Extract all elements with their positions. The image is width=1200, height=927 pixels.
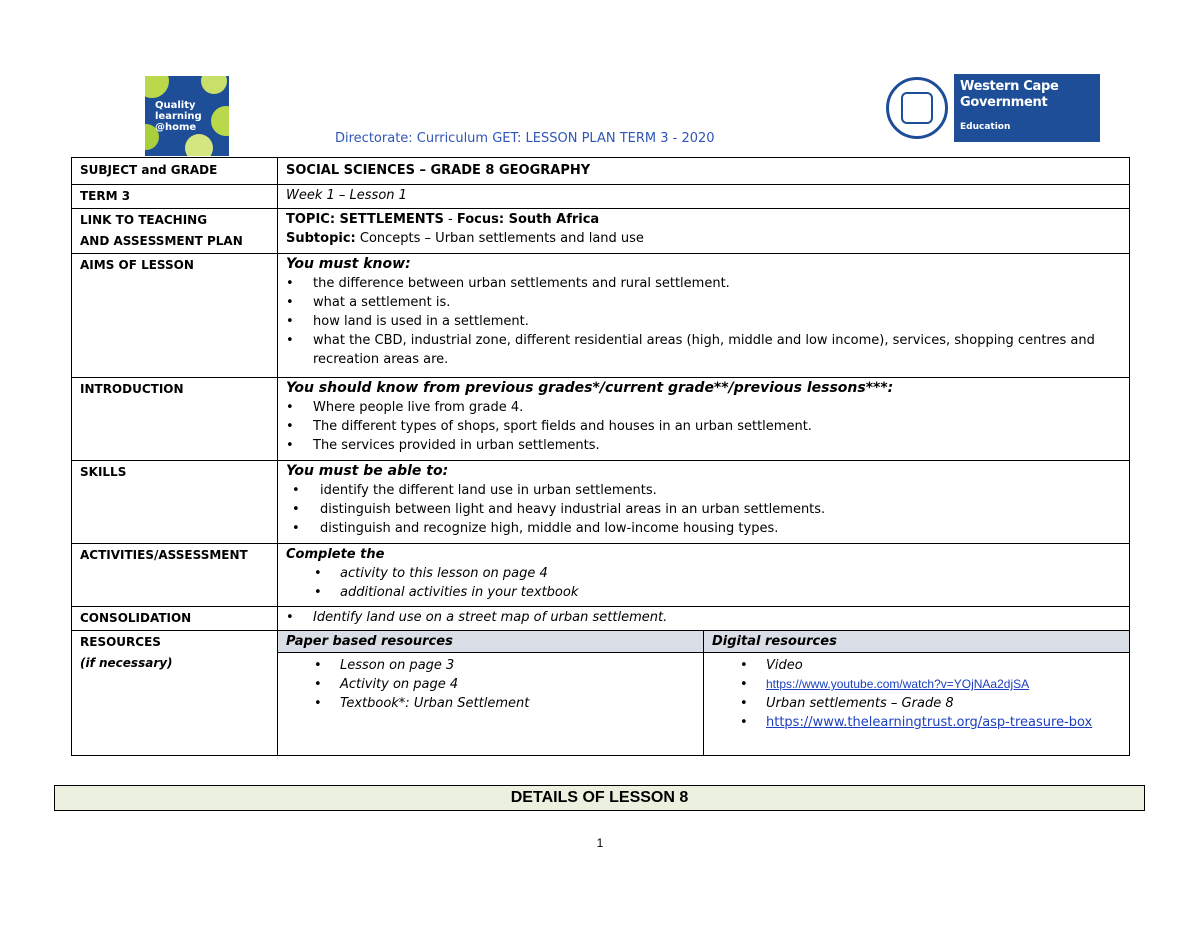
table-row: [72, 158, 1130, 185]
western-cape-crest-icon: [886, 77, 948, 139]
list-item: • Video: [712, 656, 1121, 675]
logo-line-1: Western Cape: [960, 79, 1059, 94]
activities-heading: Complete the: [286, 547, 385, 562]
list-item: • activity to this lesson on page 4: [286, 564, 1121, 583]
lesson-plan-table: [71, 157, 1130, 756]
consolidation-value: [278, 607, 1130, 631]
row-label: SKILLS: [72, 461, 278, 544]
digital-resources-list: [704, 653, 1130, 756]
paper-resources-heading: Paper based resources: [278, 631, 704, 653]
list-item: • Identify land use on a street map of urban settlement.: [286, 608, 1121, 627]
skills-value: [278, 461, 1130, 544]
row-label: CONSOLIDATION: [72, 607, 278, 631]
subject-value: SOCIAL SCIENCES – GRADE 8 GEOGRAPHY: [278, 158, 1130, 185]
table-row: [72, 185, 1130, 209]
list-item: • The different types of shops, sport fields and houses in an urban settlement.: [286, 417, 1121, 436]
list-item: • Urban settlements – Grade 8: [712, 694, 1121, 713]
digital-resources-heading: Digital resources: [704, 631, 1130, 653]
skills-heading: You must be able to:: [286, 463, 449, 479]
paper-resources-list: [278, 653, 704, 756]
directorate-title: Directorate: Curriculum GET: LESSON PLAN TERM 3 - 2020: [335, 131, 715, 146]
logo-panel: [954, 74, 1100, 142]
list-item: • distinguish between light and heavy industrial areas in an urban settlements.: [286, 500, 1121, 519]
aims-heading: You must know:: [286, 256, 411, 272]
table-row: [72, 544, 1130, 607]
western-cape-government-logo: [884, 74, 1100, 142]
list-item: • identify the different land use in urban settlements.: [286, 481, 1121, 500]
table-row: [72, 461, 1130, 544]
list-item: • what the CBD, industrial zone, different residential areas (high, middle and low income), services, shopping centres and recreation areas are.: [286, 331, 1121, 369]
list-item: • Activity on page 4: [286, 675, 695, 694]
details-banner: DETAILS OF LESSON 8: [54, 785, 1145, 811]
row-label: LINK TO TEACHING AND ASSESSMENT PLAN: [72, 209, 278, 254]
list-item: [712, 675, 1121, 694]
page-number: 1: [596, 836, 604, 850]
logo-dot: [145, 76, 169, 98]
list-item: • Where people live from grade 4.: [286, 398, 1121, 417]
link-value: TOPIC: SETTLEMENTS - Focus: South Africa Subtopic: Concepts – Urban settlements and land use: [278, 209, 1130, 254]
logo-dot: [185, 134, 213, 156]
list-item: • the difference between urban settlements and rural settlement.: [286, 274, 1121, 293]
list-item: • distinguish and recognize high, middle and low-income housing types.: [286, 519, 1121, 538]
list-item: • The services provided in urban settlements.: [286, 436, 1121, 455]
table-row: [72, 254, 1130, 378]
list-item: [712, 713, 1121, 732]
quality-learning-logo: [145, 76, 229, 156]
table-row: [72, 209, 1130, 254]
row-label: ACTIVITIES/ASSESSMENT: [72, 544, 278, 607]
logo-text: Quality learning @home: [155, 100, 202, 133]
row-label: INTRODUCTION: [72, 378, 278, 461]
activities-value: [278, 544, 1130, 607]
intro-heading: You should know from previous grades*/current grade**/previous lessons***:: [286, 380, 894, 396]
aims-value: [278, 254, 1130, 378]
list-item: • how land is used in a settlement.: [286, 312, 1121, 331]
row-label: SUBJECT and GRADE: [72, 158, 278, 185]
list-item: • additional activities in your textbook: [286, 583, 1121, 602]
logo-line-2: Government: [960, 95, 1048, 110]
row-label: TERM 3: [72, 185, 278, 209]
list-item: • Textbook*: Urban Settlement: [286, 694, 695, 713]
youtube-link[interactable]: https://www.youtube.com/watch?v=YOjNAa2djSA: [766, 677, 1030, 691]
term-value: Week 1 – Lesson 1: [278, 185, 1130, 209]
row-label: AIMS OF LESSON: [72, 254, 278, 378]
learning-trust-link[interactable]: https://www.thelearningtrust.org/asp-treasure-box: [766, 715, 1093, 730]
table-row: [72, 607, 1130, 631]
table-row: [72, 378, 1130, 461]
logo-dot: [201, 76, 227, 94]
table-row: [72, 631, 1130, 653]
intro-value: [278, 378, 1130, 461]
logo-line-3: Education: [960, 122, 1011, 132]
list-item: • what a settlement is.: [286, 293, 1121, 312]
list-item: • Lesson on page 3: [286, 656, 695, 675]
row-label: RESOURCES (if necessary): [72, 631, 278, 756]
